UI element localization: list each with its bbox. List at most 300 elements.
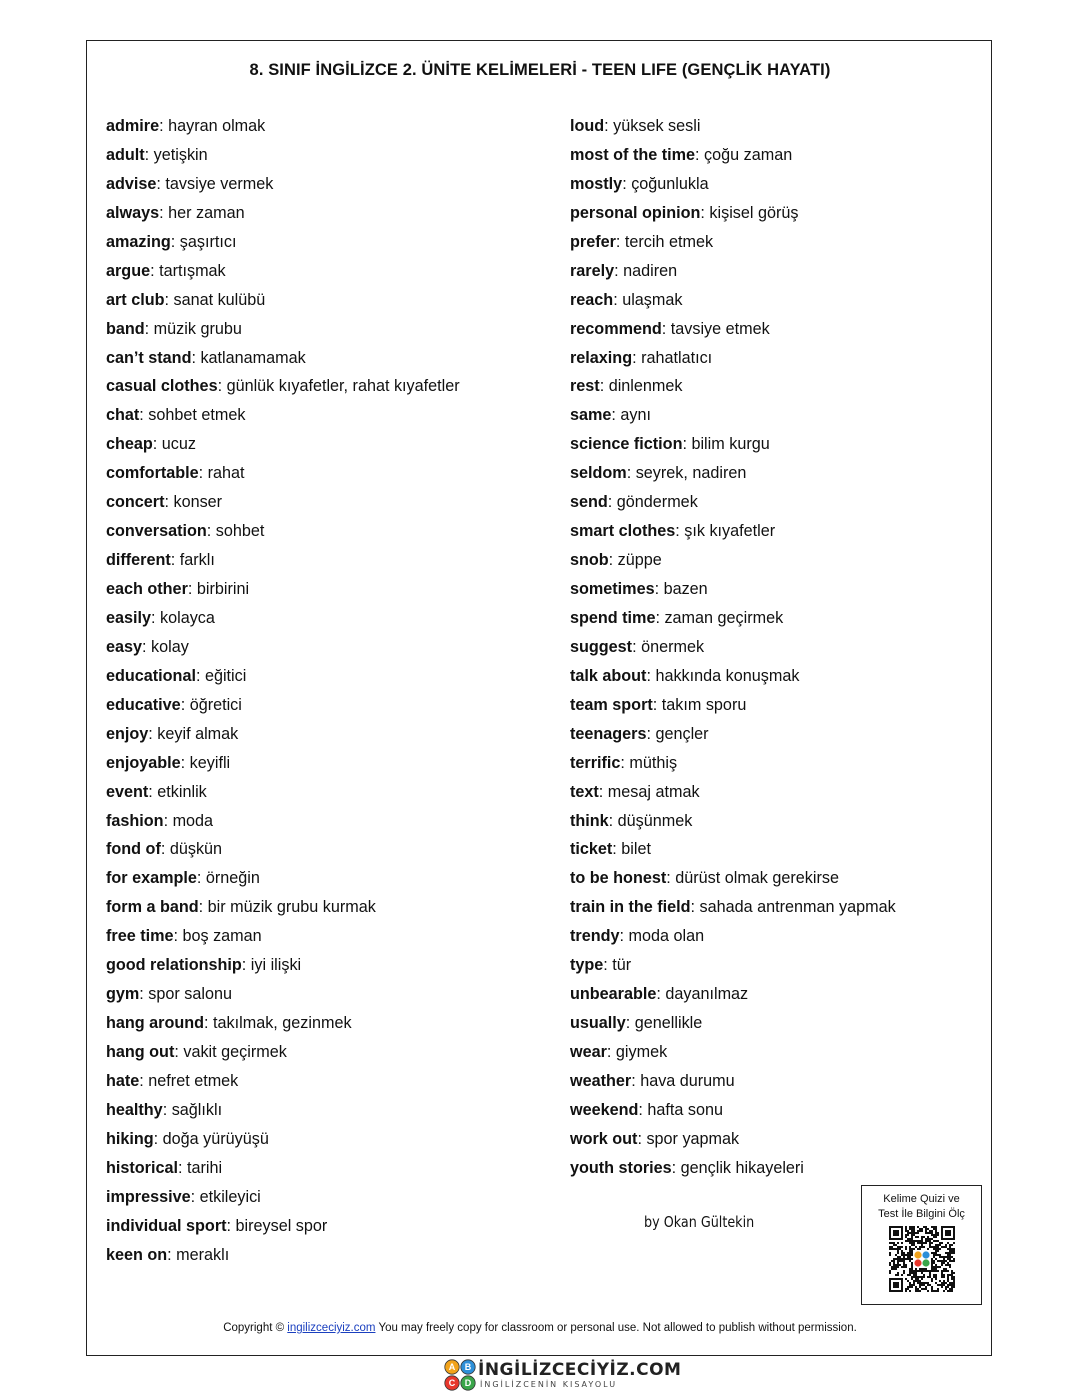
entry-separator: :: [599, 377, 609, 396]
vocabulary-entry: [570, 170, 896, 199]
vocabulary-entry: [570, 1154, 896, 1183]
entry-separator: :: [170, 551, 180, 570]
entry-term: fond of: [106, 840, 161, 859]
entry-meaning: tartışmak: [159, 261, 226, 280]
vocabulary-entry: [570, 951, 896, 980]
entry-separator: :: [167, 1245, 177, 1264]
entry-term: fashion: [106, 811, 164, 830]
vocabulary-entry: [106, 922, 460, 951]
entry-meaning: tavsiye vermek: [165, 174, 274, 193]
vocabulary-entry: [106, 286, 460, 315]
author-credit: by Okan Gültekin: [644, 1213, 755, 1231]
vocabulary-entry: [106, 604, 460, 633]
entry-separator: :: [608, 551, 618, 570]
entry-meaning: ucuz: [161, 435, 196, 454]
entry-separator: :: [173, 927, 183, 946]
logo-tagline: İNGİLİZCENİN KISAYOLU: [480, 1380, 618, 1389]
entry-separator: :: [198, 898, 208, 917]
entry-meaning: moda: [172, 811, 214, 830]
entry-meaning: spor yapmak: [646, 1129, 740, 1148]
vocabulary-entry: [570, 488, 896, 517]
entry-term: concert: [106, 493, 165, 512]
entry-separator: :: [614, 261, 624, 280]
qr-code-icon[interactable]: [889, 1226, 955, 1292]
entry-separator: :: [607, 493, 617, 512]
entry-term: youth stories: [570, 1158, 672, 1177]
entry-meaning: aynı: [620, 406, 652, 425]
entry-separator: :: [654, 580, 664, 598]
entry-separator: :: [632, 348, 642, 367]
entry-separator: :: [613, 290, 623, 309]
entry-term: weather: [570, 1071, 632, 1090]
entry-meaning: düşkün: [169, 840, 223, 859]
site-logo[interactable]: [444, 1359, 682, 1391]
entry-meaning: meraklı: [176, 1245, 230, 1264]
vocabulary-entry: [106, 1212, 460, 1241]
entry-term: think: [570, 811, 609, 830]
copyright-notice: You may freely copy for classroom or personal use. Not allowed to publish without permission.: [375, 1322, 857, 1334]
vocabulary-entry: [106, 517, 460, 546]
entry-separator: :: [655, 608, 665, 627]
vocabulary-entry: [570, 1009, 896, 1038]
entry-meaning: örneğin: [205, 869, 260, 888]
vocabulary-column-right: [570, 112, 896, 1183]
vocabulary-entry: [570, 980, 896, 1009]
entry-meaning: çoğunlukla: [631, 174, 709, 193]
entry-term: relaxing: [570, 348, 633, 367]
vocabulary-entry: [106, 1154, 460, 1183]
entry-meaning: şaşırtıcı: [179, 232, 237, 251]
entry-meaning: bireysel spor: [235, 1216, 328, 1235]
vocabulary-entry: [570, 459, 896, 488]
entry-separator: :: [700, 203, 710, 222]
entry-separator: :: [656, 985, 666, 1004]
entry-separator: :: [604, 117, 614, 135]
entry-separator: :: [187, 580, 197, 598]
entry-separator: :: [153, 1129, 163, 1148]
entry-meaning: vakit geçirmek: [183, 1043, 287, 1061]
entry-term: educative: [106, 695, 181, 714]
vocabulary-entry: [570, 893, 896, 922]
entry-term: cheap: [106, 435, 153, 454]
entry-separator: :: [180, 695, 190, 714]
entry-term: usually: [570, 1014, 626, 1033]
entry-term: individual sport: [106, 1216, 227, 1235]
entry-term: chat: [106, 406, 140, 425]
entry-term: sometimes: [570, 580, 655, 598]
entry-term: different: [106, 551, 171, 570]
entry-meaning: öğretici: [189, 695, 242, 714]
vocabulary-entry: [570, 430, 896, 459]
entry-separator: :: [695, 145, 705, 164]
entry-separator: :: [632, 637, 642, 656]
entry-meaning: birbirini: [196, 580, 250, 598]
entry-meaning: iyi ilişki: [250, 956, 302, 975]
vocabulary-entry: [570, 1096, 896, 1125]
entry-term: healthy: [106, 1100, 163, 1119]
entry-meaning: tür: [612, 956, 632, 975]
vocabulary-column-left: [106, 112, 460, 1270]
entry-separator: :: [156, 174, 166, 193]
entry-term: reach: [570, 290, 614, 309]
entry-separator: :: [217, 377, 227, 396]
entry-separator: :: [198, 464, 208, 483]
website-link[interactable]: ingilizceciyiz.com: [287, 1322, 376, 1334]
vocabulary-entry: [106, 1241, 460, 1270]
entry-separator: :: [164, 493, 174, 512]
entry-meaning: göndermek: [616, 493, 698, 512]
entry-term: send: [570, 493, 608, 512]
entry-term: train in the field: [570, 898, 691, 917]
entry-term: rarely: [570, 261, 615, 280]
entry-term: form a band: [106, 898, 199, 917]
vocabulary-entry: [570, 1125, 896, 1154]
vocabulary-entry: [106, 546, 460, 575]
entry-term: mostly: [570, 174, 623, 193]
quiz-qr-caption: [862, 1192, 981, 1222]
entry-meaning: sağlıklı: [171, 1100, 223, 1119]
vocabulary-entry: [106, 835, 460, 864]
vocabulary-entry: [106, 749, 460, 778]
entry-term: advise: [106, 174, 157, 193]
entry-meaning: hakkında konuşmak: [655, 666, 800, 685]
entry-meaning: düşünmek: [617, 811, 693, 830]
entry-meaning: günlük kıyafetler, rahat kıyafetler: [226, 377, 460, 396]
entry-meaning: boş zaman: [182, 927, 262, 946]
entry-meaning: moda olan: [628, 927, 705, 946]
entry-meaning: gençler: [655, 724, 709, 743]
entry-separator: :: [646, 724, 656, 743]
vocabulary-entry: [570, 372, 896, 401]
entry-meaning: ulaşmak: [622, 290, 683, 309]
vocabulary-entry: [106, 720, 460, 749]
entry-meaning: genellikle: [634, 1014, 703, 1033]
entry-meaning: seyrek, nadiren: [635, 464, 747, 483]
entry-meaning: rahatlatıcı: [641, 348, 713, 367]
svg-text:A: A: [448, 1362, 456, 1373]
copyright-prefix: Copyright ©: [223, 1322, 288, 1334]
entry-term: enjoyable: [106, 753, 181, 772]
vocabulary-entry: [106, 401, 460, 430]
entry-term: ticket: [570, 840, 613, 859]
entry-term: hang around: [106, 1014, 205, 1033]
entry-term: art club: [106, 290, 165, 309]
entry-term: unbearable: [570, 985, 657, 1004]
vocabulary-entry: [570, 141, 896, 170]
entry-separator: :: [612, 840, 622, 859]
entry-separator: :: [661, 319, 671, 338]
vocabulary-entry: [106, 228, 460, 257]
entry-meaning: her zaman: [168, 203, 245, 222]
vocabulary-entry: [106, 1067, 460, 1096]
entry-separator: :: [620, 753, 630, 772]
entry-term: terrific: [570, 753, 621, 772]
entry-separator: :: [625, 1014, 635, 1033]
svg-text:D: D: [464, 1378, 472, 1389]
entry-separator: :: [206, 522, 216, 541]
entry-term: amazing: [106, 232, 171, 251]
entry-meaning: keyif almak: [157, 724, 239, 743]
entry-separator: :: [690, 898, 700, 917]
entry-term: teenagers: [570, 724, 647, 743]
entry-term: suggest: [570, 637, 633, 656]
entry-separator: :: [682, 435, 692, 454]
entry-separator: :: [626, 464, 636, 483]
entry-meaning: sahada antrenman yapmak: [699, 898, 896, 917]
vocabulary-entry: [570, 199, 896, 228]
vocabulary-entry: [106, 662, 460, 691]
vocabulary-entry: [570, 633, 896, 662]
entry-term: recommend: [570, 319, 662, 338]
vocabulary-entry: [106, 141, 460, 170]
vocabulary-entry: [570, 662, 896, 691]
vocabulary-entry: [570, 807, 896, 836]
entry-separator: :: [180, 753, 190, 772]
entry-separator: :: [226, 1216, 236, 1235]
entry-term: free time: [106, 927, 174, 946]
entry-meaning: eğitici: [204, 666, 247, 685]
vocabulary-entry: [106, 170, 460, 199]
entry-meaning: katlanamamak: [200, 348, 306, 367]
entry-term: trendy: [570, 927, 620, 946]
entry-term: most of the time: [570, 145, 696, 164]
entry-meaning: sohbet: [215, 522, 265, 541]
entry-separator: :: [144, 319, 154, 338]
quiz-qr-caption-line1: Kelime Quizi ve: [883, 1193, 960, 1205]
entry-separator: :: [606, 1043, 616, 1061]
entry-meaning: bir müzik grubu kurmak: [207, 898, 376, 917]
entry-separator: :: [631, 1071, 641, 1090]
entry-term: snob: [570, 551, 609, 570]
copyright-footer: [0, 1322, 1080, 1334]
entry-meaning: etkinlik: [157, 782, 207, 801]
vocabulary-entry: [570, 344, 896, 373]
entry-term: band: [106, 319, 145, 338]
entry-term: argue: [106, 261, 151, 280]
entry-separator: :: [164, 290, 174, 309]
entry-term: for example: [106, 869, 197, 888]
entry-separator: :: [139, 406, 149, 425]
entry-meaning: bazen: [663, 580, 708, 598]
vocabulary-entry: [570, 835, 896, 864]
entry-separator: :: [622, 174, 632, 193]
vocabulary-entry: [106, 257, 460, 286]
vocabulary-entry: [570, 315, 896, 344]
entry-meaning: bilim kurgu: [691, 435, 770, 454]
vocabulary-entry: [570, 778, 896, 807]
entry-separator: :: [619, 927, 629, 946]
entry-meaning: kolayca: [160, 608, 215, 627]
entry-separator: :: [652, 695, 662, 714]
entry-term: team sport: [570, 695, 653, 714]
entry-term: seldom: [570, 464, 627, 483]
entry-term: keen on: [106, 1245, 168, 1264]
entry-meaning: rahat: [207, 464, 245, 483]
vocabulary-entry: [106, 344, 460, 373]
page-title: 8. SINIF İNGİLİZCE 2. ÜNİTE KELİMELERİ - TEEN LIFE (GENÇLİK HAYATI): [249, 61, 831, 79]
quiz-qr-box[interactable]: [861, 1185, 982, 1305]
vocabulary-entry: [106, 1038, 460, 1067]
entry-term: smart clothes: [570, 522, 676, 541]
entry-meaning: yüksek sesli: [613, 117, 701, 135]
vocabulary-entry: [570, 112, 896, 141]
entry-separator: :: [196, 869, 206, 888]
entry-meaning: nefret etmek: [148, 1071, 239, 1090]
vocabulary-entry: [570, 864, 896, 893]
entry-term: personal opinion: [570, 203, 701, 222]
vocabulary-entry: [106, 893, 460, 922]
entry-term: text: [570, 782, 599, 801]
svg-text:C: C: [448, 1378, 456, 1389]
entry-meaning: müthiş: [629, 753, 678, 772]
vocabulary-entry: [106, 199, 460, 228]
quiz-qr-caption-line2: Test İle Bilgini Ölç: [878, 1208, 965, 1220]
vocabulary-entry: [570, 286, 896, 315]
vocabulary-entry: [570, 1038, 896, 1067]
entry-meaning: takım sporu: [661, 695, 747, 714]
entry-separator: :: [598, 782, 608, 801]
entry-meaning: tercih etmek: [624, 232, 714, 251]
entry-meaning: spor salonu: [148, 985, 232, 1004]
entry-meaning: müzik grubu: [153, 319, 242, 338]
entry-term: comfortable: [106, 464, 199, 483]
vocabulary-entry: [570, 749, 896, 778]
entry-separator: :: [148, 724, 158, 743]
entry-separator: :: [646, 666, 656, 685]
logo-name: İNGİLİZCECİYİZ.COM: [478, 1360, 682, 1380]
vocabulary-entry: [106, 951, 460, 980]
entry-term: loud: [570, 117, 605, 135]
vocabulary-entry: [106, 1183, 460, 1212]
entry-separator: :: [637, 1129, 647, 1148]
entry-separator: :: [163, 811, 173, 830]
entry-meaning: yetişkin: [153, 145, 208, 164]
vocabulary-entry: [106, 980, 460, 1009]
entry-meaning: doğa yürüyüşü: [162, 1129, 269, 1148]
entry-term: work out: [570, 1129, 638, 1148]
vocabulary-entry: [570, 922, 896, 951]
entry-separator: :: [615, 232, 625, 251]
entry-separator: :: [150, 261, 160, 280]
vocabulary-entry: [106, 1096, 460, 1125]
entry-separator: :: [139, 1071, 149, 1090]
entry-separator: :: [152, 435, 162, 454]
vocabulary-entry: [106, 778, 460, 807]
entry-term: educational: [106, 666, 196, 685]
entry-term: conversation: [106, 522, 207, 541]
vocabulary-entry: [570, 604, 896, 633]
entry-term: hiking: [106, 1129, 154, 1148]
entry-term: spend time: [570, 608, 656, 627]
entry-meaning: takılmak, gezinmek: [213, 1014, 352, 1033]
entry-separator: :: [638, 1100, 648, 1119]
entry-meaning: tavsiye etmek: [670, 319, 770, 338]
entry-term: impressive: [106, 1187, 191, 1206]
entry-meaning: konser: [173, 493, 223, 512]
entry-meaning: dürüst olmak gerekirse: [675, 869, 839, 888]
vocabulary-entry: [106, 430, 460, 459]
vocabulary-entry: [106, 807, 460, 836]
entry-separator: :: [160, 840, 170, 859]
entry-term: prefer: [570, 232, 616, 251]
vocabulary-entry: [106, 459, 460, 488]
entry-separator: :: [142, 637, 152, 656]
entry-separator: :: [611, 406, 621, 425]
entry-separator: :: [190, 1187, 200, 1206]
entry-term: science fiction: [570, 435, 683, 454]
entry-meaning: dayanılmaz: [665, 985, 749, 1004]
entry-meaning: nadiren: [623, 261, 678, 280]
entry-term: wear: [570, 1043, 607, 1061]
entry-separator: :: [666, 869, 676, 888]
vocabulary-entry: [106, 372, 460, 401]
entry-meaning: kişisel görüş: [709, 203, 799, 222]
entry-term: historical: [106, 1158, 178, 1177]
vocabulary-entry: [106, 633, 460, 662]
entry-meaning: züppe: [617, 551, 662, 570]
entry-term: can’t stand: [106, 348, 192, 367]
entry-meaning: kolay: [151, 637, 189, 656]
entry-separator: :: [191, 348, 201, 367]
entry-term: hang out: [106, 1043, 175, 1061]
entry-meaning: hafta sonu: [647, 1100, 723, 1119]
entry-separator: :: [177, 1158, 187, 1177]
vocabulary-entry: [570, 1067, 896, 1096]
entry-meaning: tarihi: [186, 1158, 223, 1177]
entry-meaning: bilet: [621, 840, 651, 859]
entry-meaning: zaman geçirmek: [664, 608, 784, 627]
entry-meaning: keyifli: [189, 753, 231, 772]
entry-term: admire: [106, 117, 160, 135]
entry-separator: :: [148, 782, 158, 801]
entry-meaning: etkileyici: [199, 1187, 261, 1206]
entry-meaning: mesaj atmak: [607, 782, 700, 801]
entry-separator: :: [151, 608, 161, 627]
entry-separator: :: [174, 1043, 184, 1061]
vocabulary-entry: [570, 546, 896, 575]
vocabulary-entry: [570, 401, 896, 430]
entry-meaning: sohbet etmek: [148, 406, 246, 425]
entry-separator: :: [241, 956, 251, 975]
entry-meaning: dinlenmek: [608, 377, 683, 396]
entry-separator: :: [608, 811, 618, 830]
vocabulary-entry: [570, 691, 896, 720]
entry-separator: :: [675, 522, 685, 541]
vocabulary-entry: [570, 517, 896, 546]
entry-separator: :: [671, 1158, 681, 1177]
entry-separator: :: [204, 1014, 214, 1033]
entry-separator: :: [603, 956, 613, 975]
entry-meaning: farklı: [179, 551, 215, 570]
entry-separator: :: [162, 1100, 172, 1119]
entry-separator: :: [170, 232, 180, 251]
entry-meaning: hava durumu: [640, 1071, 735, 1090]
entry-term: weekend: [570, 1100, 639, 1119]
entry-separator: :: [144, 145, 154, 164]
entry-term: easily: [106, 608, 152, 627]
entry-separator: :: [139, 985, 149, 1004]
vocabulary-entry: [570, 720, 896, 749]
entry-term: talk about: [570, 666, 647, 685]
entry-term: rest: [570, 377, 600, 396]
entry-meaning: önermek: [641, 637, 705, 656]
entry-term: adult: [106, 145, 145, 164]
entry-separator: :: [159, 203, 169, 222]
entry-meaning: gençlik hikayeleri: [680, 1158, 804, 1177]
vocabulary-entry: [106, 1125, 460, 1154]
vocabulary-entry: [570, 257, 896, 286]
vocabulary-entry: [570, 575, 896, 604]
